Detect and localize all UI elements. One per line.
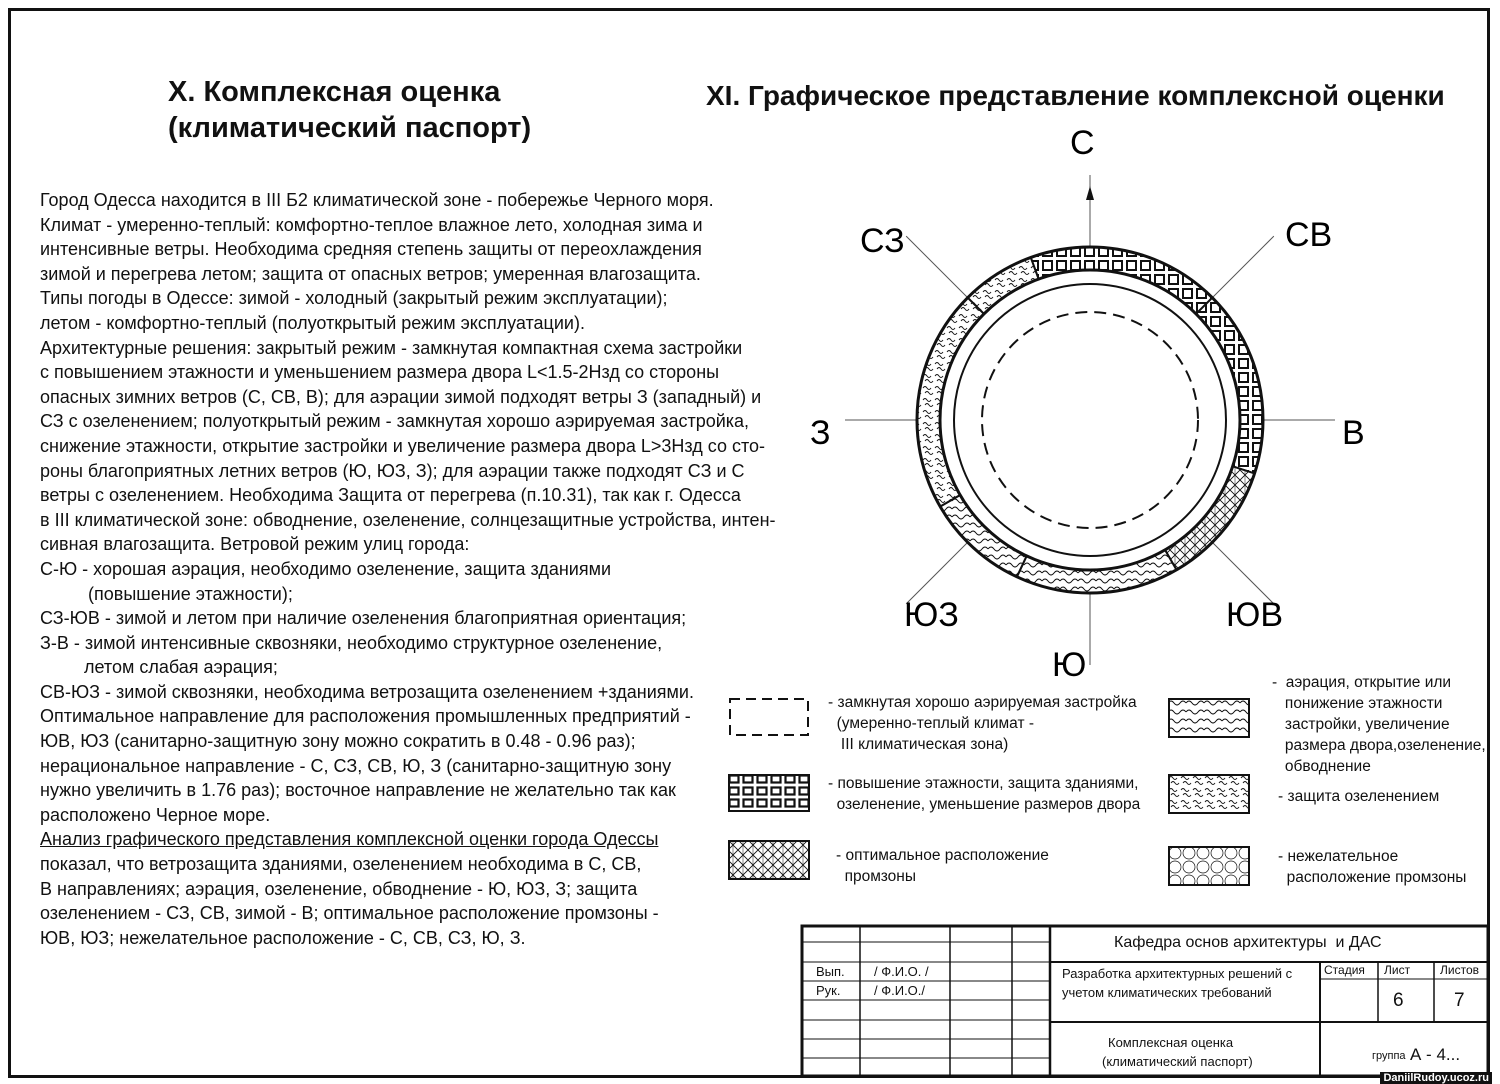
text-line: В направлениях; аэрация, озеленение, обводнение - Ю, ЮЗ, З; защита [40, 878, 638, 899]
label-n: С [1070, 124, 1095, 162]
right-heading: XI. Графическое представление комплексной оценки [706, 80, 1445, 111]
text-line: Город Одесса находится в III Б2 климатической зоне - побережье Черного моря. [40, 190, 714, 210]
project-line2: учетом климатических требований [1062, 985, 1272, 1000]
label-se: ЮВ [1226, 596, 1284, 634]
text-line: Оптимальное направление для расположения промышленных предприятий - [40, 706, 691, 727]
sheets-count: 7 [1454, 990, 1465, 1011]
legend-text-grid: - повышение этажности, защита зданиями, озеленение, уменьшение размеров двора [828, 775, 1141, 813]
department-name: Кафедра основ архитектуры и ДАС [1114, 934, 1382, 951]
legend-swatch-circles [1168, 846, 1250, 886]
text-line: летом - комфортно-теплый (полуоткрытый режим эксплуатации). [40, 312, 585, 333]
text-line: Климат - умеренно-теплый: комфортно-теплое влажное лето, холодная зима и [40, 214, 703, 235]
text-line: нерациональное направление - С, СЗ, СВ, Ю, З (санитарно-защитную зону [40, 755, 672, 776]
group-label: группа [1372, 1050, 1406, 1062]
inner-ring [940, 270, 1240, 570]
legend-text-waves: - аэрация, открытие или понижение этажности застройки, увеличение размера двора,озеленение, обводнение [1272, 674, 1486, 775]
left-heading-line2: (климатический паспорт) [168, 112, 532, 144]
legend-swatch-crosshatch [728, 840, 810, 880]
text-line: опасных зимних ветров (С, СВ, В); для аэрации зимой подходят ветры З (западный) и [40, 386, 762, 407]
label-ne: СВ [1285, 216, 1333, 254]
text-line: летом слабая аэрация; [84, 657, 278, 678]
label-nw: СЗ [860, 222, 905, 260]
name-performer: / Ф.И.О. / [874, 964, 929, 979]
legend-swatch-dashed [728, 697, 810, 737]
name-supervisor: / Ф.И.О./ [874, 983, 926, 998]
sheet-number: 6 [1393, 990, 1404, 1011]
label-w: З [810, 414, 831, 452]
left-heading-line1: X. Комплексная оценка [168, 76, 501, 108]
left-heading [168, 74, 531, 146]
text-line: СЗ с озеленением; полуоткрытый режим - замкнутая хорошо аэрируемая застройка, [40, 411, 750, 432]
text-line: нужно увеличить в 1.76 раз); восточное направление не желательно так как [40, 780, 676, 801]
watermark: DaniilRudoy.ucoz.ru [1380, 1072, 1492, 1084]
text-line: зимой и перегрева летом; защита от опасных ветров; умеренная влагозащита. [40, 263, 701, 284]
role-supervisor: Рук. [816, 983, 841, 998]
north-arrow-icon [1086, 186, 1094, 200]
stage-label: Стадия [1324, 963, 1365, 977]
legend-swatch-greenery [1168, 774, 1250, 814]
text-line: СВ-ЮЗ - зимой сквозняки, необходима ветрозащита озеленением +зданиями. [40, 681, 694, 702]
text-line: в III климатической зоне: обводнение, озеленение, солнцезащитные устройства, интен- [40, 509, 776, 530]
text-line: СЗ-ЮВ - зимой и летом при наличие озеленения благоприятная ориентация; [40, 608, 687, 629]
group-value: А - 4... [1410, 1045, 1461, 1064]
legend-swatch-waves [1168, 698, 1250, 738]
drawing-line1: Комплексная оценка [1108, 1035, 1234, 1050]
text-line: снижение этажности, открытие застройки и увеличение размера двора L>3Нзд со сто- [40, 435, 766, 456]
sheet-label: Лист [1384, 963, 1411, 977]
text-line: с повышением этажности и уменьшением размера двора L<1.5-2Нзд со стороны [40, 362, 720, 383]
project-line1: Разработка архитектурных решений с [1062, 966, 1293, 981]
text-line: С-Ю - хорошая аэрация, необходимо озеленение, защита зданиями [40, 558, 612, 579]
text-line: расположено Черное море. [40, 804, 271, 825]
text-line: интенсивные ветры. Необходима средняя степень защиты от переохлаждения [40, 239, 702, 260]
sheets-label: Листов [1440, 963, 1479, 977]
text-line: ветры с озеленением. Необходима Защита от перегрева (п.10.31), так как г. Одесса [40, 485, 741, 506]
role-performer: Вып. [816, 964, 845, 979]
drawing-line2: (климатический паспорт) [1102, 1054, 1253, 1069]
text-line: Архитектурные решения: закрытый режим - замкнутая компактная схема застройки [40, 337, 743, 358]
text-line: ЮВ, ЮЗ (санитарно-защитную зону можно сократить в 0.48 - 0.96 раз); [40, 731, 636, 752]
text-line: З-В - зимой интенсивные сквозняки, необходимо структурное озеленение, [40, 632, 663, 653]
text-line: озеленением - СЗ, СВ, зимой - В; оптимальное расположение промзоны - [40, 903, 659, 924]
passport-text [40, 188, 776, 950]
text-line: Типы погоды в Одессе: зимой - холодный (закрытый режим эксплуатации); [40, 288, 668, 309]
text-line: показал, что ветрозащита зданиями, озеленением необходима в С, СВ, [40, 854, 642, 875]
text-line: Анализ графического представления комплексной оценки города Одессы [40, 829, 659, 850]
legend-text-greenery: - защита озеленением [1278, 788, 1440, 805]
legend-swatch-grid [728, 774, 810, 812]
label-e: В [1342, 414, 1365, 452]
label-s: Ю [1052, 646, 1087, 684]
text-line: роны благоприятных летних ветров (Ю, ЮЗ, З); для аэрации также подходят СЗ и С [40, 460, 745, 481]
text-line: ЮВ, ЮЗ; нежелательное расположение - С, СВ, СЗ, Ю, З. [40, 927, 526, 948]
legend-text-dashed: - замкнутая хорошо аэрируемая застройка (умеренно-теплый климат - III климатическая зона) [828, 694, 1137, 753]
legend-text-crosshatch: - оптимальное расположение промзоны [836, 847, 1049, 885]
text-line: сивная влагозащита. Ветровой режим улиц города: [40, 534, 470, 555]
text-line: (повышение этажности); [88, 583, 293, 604]
climate-rose-diagram [790, 120, 1390, 690]
legend-text-circles: - нежелательное расположение промзоны [1278, 848, 1467, 886]
label-sw: ЮЗ [904, 596, 959, 634]
